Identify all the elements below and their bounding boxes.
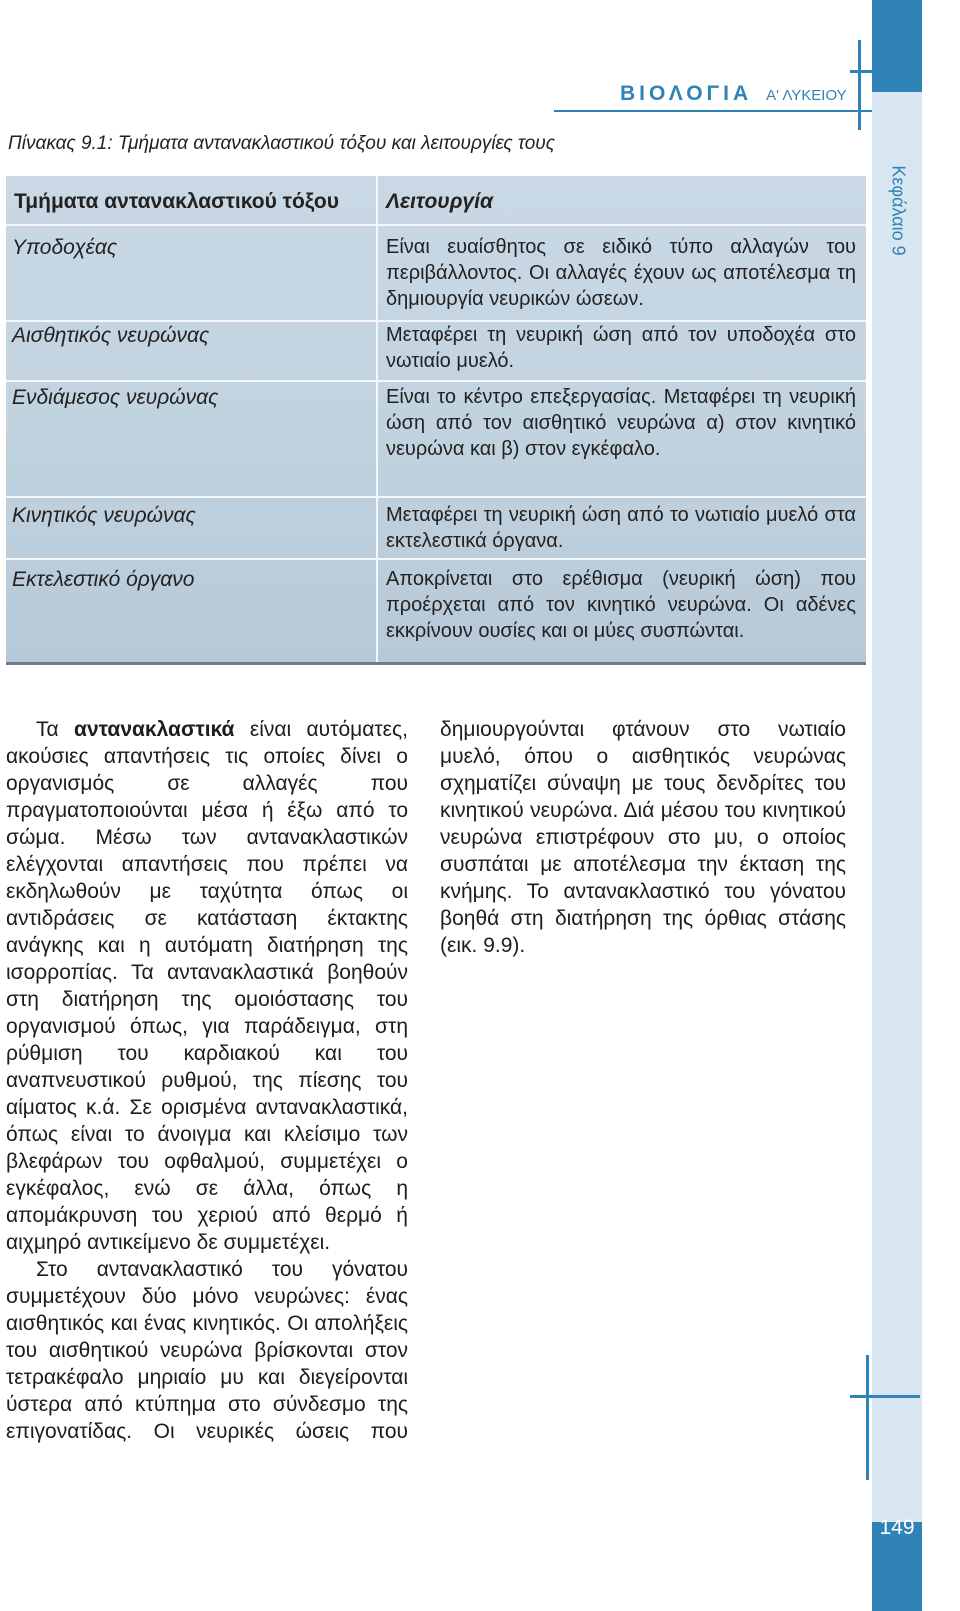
- row-divider: [6, 224, 866, 226]
- running-header: [620, 82, 847, 106]
- table-cell-function: Αποκρίνεται στο ερέθισμα (νευρική ώση) που προέρχεται από τον κινητικό νευρώνα. Οι αδένες εκκρίνουν ουσίες και οι μύες συσπώνται.: [386, 568, 856, 642]
- paragraph-knee-reflex-continued: [440, 716, 846, 959]
- paragraph-text: δημιουργούνται φτάνουν στο νωτιαίο μυελό, όπου ο αισθητικός νευρώνας σχηματίζει σύναψη με τους δενδρίτες του κινητικού νευρώνα. Διά μέσου του κινητικού νευρώνα επιστρέφουν στο μυ, ο οποίος συσπάται με αποτέλεσμα την έκταση της κνήμης. Το αντανακλαστικό του γόνατου βοηθά στη διατήρηση της όρθιας στάσης (εικ. 9.9).: [440, 718, 846, 957]
- table-cell-function: Μεταφέρει τη νευρική ώση από τον υποδοχέα στο νωτιαίο μυελό.: [386, 324, 856, 372]
- table-cell-function: Είναι το κέντρο επεξεργασίας. Μεταφέρει τη νευρική ώση από τον αισθητικό νευρώνα α) στον κινητικό νευρώνα και β) στον εγκέφαλο.: [386, 386, 856, 460]
- sidebar-accent-line: [858, 40, 861, 130]
- paragraph-knee-reflex: [6, 1256, 408, 1446]
- body-text-right: [440, 716, 846, 1016]
- table-cell-part: Υποδοχέας: [12, 236, 118, 259]
- header-rule: [554, 110, 872, 112]
- paragraph-reflexes: [6, 716, 408, 1256]
- table-cell-part: Εκτελεστικό όργανο: [12, 568, 195, 591]
- paragraph-text: είναι αυτόματες, ακούσιες απαντήσεις τις οποίες δίνει ο οργανισμός σε αλλαγές που πραγματοποιούνται μέσα ή έξω από το σώμα. Μέσω των αντανακλαστικών ελέγχονται απαντήσεις που πρέπει να εκδηλωθούν με ταχύτητα όπως οι αντιδράσεις σε κατάσταση έκτακτης ανάγκης και η αυτόματη διατήρηση της ισορροπίας. Τα αντανακλαστικά βοηθούν στη διατήρηση της ομοιόστασης του οργανισμού όπως, για παράδειγμα, στη ρύθμιση του καρδιακού και του αναπνευστικού ρυθμού, της πίεσης του αίματος κ.ά. Σε ορισμένα αντανακλαστικά, όπως είναι το άνοιγμα και κλείσιμο των βλεφάρων του οφθαλμού, συμμετέχει ο εγκέφαλος, ενώ σε άλλα, όπως η απομάκρυνση του χεριού από θερμό ή αιχμηρό αντικείμενο δε συμμετέχει.: [6, 718, 408, 1254]
- table-cell-part: Κινητικός νευρώνας: [12, 504, 196, 527]
- header-subject: ΒΙΟΛΟΓΙΑ: [620, 82, 753, 105]
- keyword-reflexes: αντανακλαστικά: [74, 718, 235, 741]
- table-header-function: Λειτουργία: [386, 190, 493, 213]
- paragraph-lead: Τα: [36, 718, 75, 741]
- sidebar-accent-line: [850, 1395, 920, 1398]
- table-caption: Πίνακας 9.1: Τμήματα αντανακλαστικού τόξου και λειτουργίες τους: [8, 133, 555, 154]
- header-grade: Α' ΛΥΚΕΙΟΥ: [766, 87, 847, 104]
- sidebar-accent-line: [866, 1355, 869, 1480]
- body-text-left: [6, 716, 408, 1446]
- table-cell-part: Αισθητικός νευρώνας: [12, 324, 210, 347]
- paragraph-text: Στο αντανακλαστικό του γόνατου συμμετέχουν δύο μόνο νευρώνες: ένας αισθητικός και ένας κινητικός. Οι απολήξεις του αισθητικού νευρώνα βρίσκονται στον τετρακέφαλο μηριαίο μυ και διεγείρονται ύστερα από κτύπημα στο σύνδεσμο της επιγονατίδας. Οι νευρικές ώσεις που: [6, 1258, 408, 1443]
- chapter-label-text: Κεφάλαιο 9: [888, 164, 909, 256]
- row-divider: [6, 496, 866, 498]
- page-number: 149: [879, 1516, 915, 1539]
- body-flow-continued: [440, 716, 846, 959]
- sidebar-accent-line: [850, 70, 920, 73]
- row-divider: [6, 380, 866, 382]
- sidebar-light-strip: [872, 92, 922, 1522]
- table-cell-part: Ενδιάμεσος νευρώνας: [12, 386, 219, 409]
- column-separator: [376, 176, 378, 662]
- table-cell-function: Μεταφέρει τη νευρική ώση από το νωτιαίο μυελό στα εκτελεστικά όργανα.: [386, 504, 856, 552]
- table-cell-function: Είναι ευαίσθητος σε ειδικό τύπο αλλαγών του περιβάλλοντος. Οι αλλαγές έχουν ως αποτέλεσμα τη δημιουργία νευρικών ώσεων.: [386, 236, 856, 310]
- reflex-arc-table: [6, 176, 866, 665]
- row-divider: [6, 558, 866, 560]
- table-header-part: Τμήματα αντανακλαστικού τόξου: [14, 190, 339, 213]
- body-flow: [6, 716, 408, 1446]
- chapter-label: [868, 150, 928, 270]
